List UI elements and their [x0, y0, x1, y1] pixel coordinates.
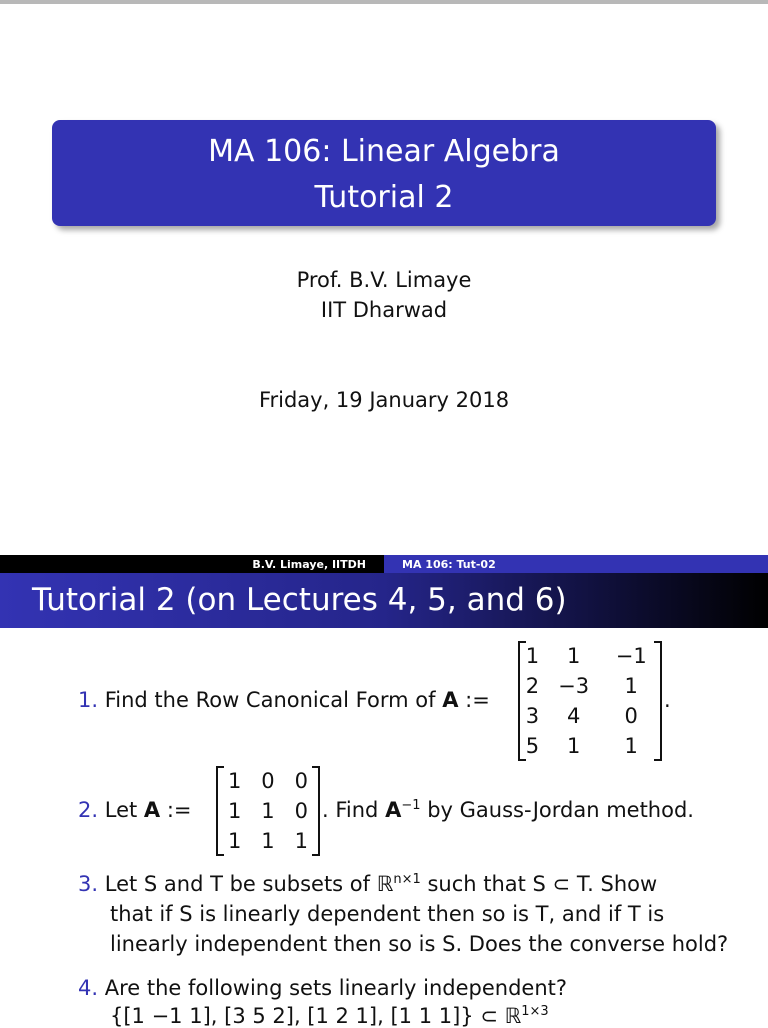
matrix-entry: 2 — [525, 674, 540, 698]
problem-text: Are the following sets linearly independent? — [104, 976, 568, 1000]
problem-number: 4. — [78, 976, 99, 1000]
matrix-entry: 1 — [261, 829, 275, 853]
matrix-row — [520, 671, 660, 701]
matrix-entry: 1 — [227, 829, 242, 853]
matrix-entry: 3 — [525, 704, 540, 728]
author-name: Prof. B.V. Limaye — [296, 268, 472, 292]
matrix-entry: 0 — [624, 704, 638, 728]
top-page-rule — [0, 0, 768, 4]
inverse-exponent: −1 — [401, 798, 421, 813]
matrix-row — [520, 731, 660, 761]
headline-course: MA 106: Tut-02 — [384, 555, 768, 573]
matrix-symbol: A — [385, 798, 402, 822]
matrix-row — [520, 641, 660, 671]
matrix-entry: 1 — [624, 734, 638, 758]
matrix-symbol: A — [143, 798, 161, 822]
matrix-entry: 0 — [261, 769, 275, 793]
problem-number: 1. — [78, 688, 99, 712]
frame-title: Tutorial 2 (on Lectures 4, 5, and 6) — [0, 573, 768, 628]
matrix-entry: 1 — [525, 644, 540, 668]
assign-operator: := — [458, 688, 490, 712]
matrix-entry: 0 — [294, 799, 309, 823]
problem-number: 3. — [78, 872, 99, 896]
matrix-entry: 0 — [294, 769, 309, 793]
matrix-entry: 1 — [566, 644, 581, 668]
method-text: by Gauss-Jordan method. — [420, 798, 694, 822]
problem-1 — [78, 688, 490, 712]
problem-2-tail — [322, 798, 694, 822]
problem-4-line-2 — [110, 1004, 549, 1028]
slide-headline — [0, 555, 768, 573]
matrix-entry: −3 — [558, 674, 590, 698]
presentation-date: Friday, 19 January 2018 — [258, 388, 510, 412]
problem-text: Let S and T be subsets of ℝ — [104, 872, 394, 896]
matrix-row — [218, 796, 318, 826]
matrix-entry: −1 — [615, 644, 647, 668]
problem-3-line-1 — [78, 872, 657, 896]
title-block — [52, 120, 716, 226]
vector-set: {[1 −1 1], [3 5 2], [1 2 1], [1 1 1]} ⊂ ℝ — [110, 1004, 522, 1028]
matrix-a-problem-1 — [518, 641, 662, 761]
matrix-a-problem-2 — [216, 766, 320, 856]
institute-name: IIT Dharwad — [320, 298, 448, 322]
problem-prefix: Let — [104, 798, 138, 822]
matrix-entry: 1 — [227, 769, 242, 793]
matrix-row — [520, 701, 660, 731]
problem-text: Find the Row Canonical Form of — [104, 688, 436, 712]
matrix-entry: 1 — [566, 734, 581, 758]
space-exponent: 1×3 — [521, 1004, 549, 1019]
problem-3-line-3: linearly independent then so is S. Does the converse hold? — [110, 932, 729, 956]
matrix-entry: 4 — [566, 704, 581, 728]
matrix-row — [218, 766, 318, 796]
matrix-entry: 1 — [261, 799, 275, 823]
dimension-exponent: n×1 — [393, 872, 421, 887]
matrix-entry: 1 — [294, 829, 309, 853]
headline-author: B.V. Limaye, IITDH — [0, 555, 384, 573]
tutorial-subtitle: Tutorial 2 — [314, 180, 454, 215]
assign-operator: := — [160, 798, 192, 822]
find-text: . Find — [322, 798, 379, 822]
problem-2-lead — [78, 798, 192, 822]
matrix-entry: 1 — [624, 674, 638, 698]
problem-1-period: . — [664, 688, 671, 712]
problem-4-line-1 — [78, 976, 567, 1000]
matrix-entry: 1 — [227, 799, 242, 823]
problem-text-end: such that S ⊂ T. Show — [420, 872, 658, 896]
problem-number: 2. — [78, 798, 99, 822]
matrix-row — [218, 826, 318, 856]
course-title: MA 106: Linear Algebra — [208, 134, 560, 169]
problem-3-line-2: that if S is linearly dependent then so is T, and if T is — [110, 902, 665, 926]
matrix-symbol: A — [442, 688, 459, 712]
matrix-entry: 5 — [525, 734, 540, 758]
